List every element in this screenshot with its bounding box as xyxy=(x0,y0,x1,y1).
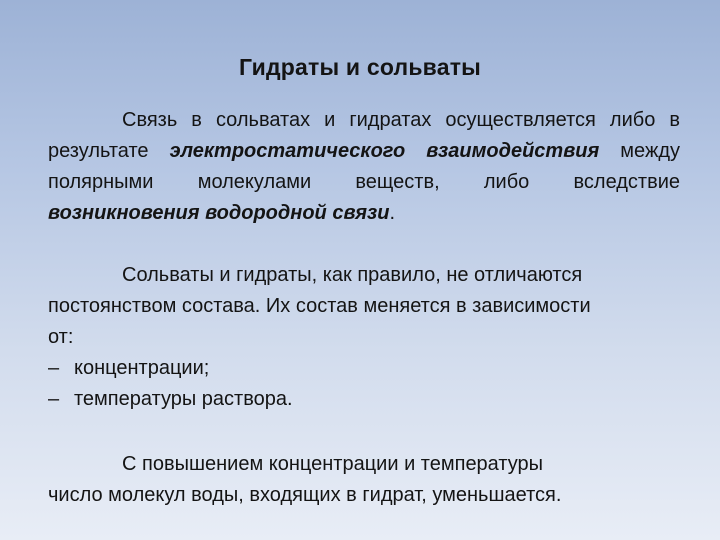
list-item-label: температуры раствора. xyxy=(74,388,293,410)
list-item xyxy=(48,353,680,384)
composition-line-1: Сольваты и гидраты, как правило, не отличаются xyxy=(122,264,583,286)
paragraph-bonding-text-2: между полярными молекулами веществ, либо вследствие xyxy=(48,140,680,193)
dash-bullet-icon: – xyxy=(48,357,60,379)
slide-title: Гидраты и сольваты xyxy=(238,54,482,80)
dash-bullet-icon: – xyxy=(48,388,60,410)
paragraph-bonding xyxy=(48,105,680,229)
conclusion-line-2: число молекул воды, входящих в гидрат, уменьшается. xyxy=(48,484,562,506)
emphasis-hydrogen-bond: возникновения водородной связи xyxy=(48,202,390,224)
paragraph-composition xyxy=(48,260,680,415)
paragraph-bonding-text-3: . xyxy=(389,202,396,224)
list-item-label: концентрации; xyxy=(74,357,210,379)
paragraph-bonding-text-1: Связь в сольватах и гидратах осуществляется либо в результате xyxy=(48,109,680,162)
paragraph-conclusion xyxy=(48,449,680,511)
conclusion-line-1: С повышением концентрации и температуры xyxy=(122,453,544,475)
composition-line-2: постоянством состава. Их состав меняется в зависимости xyxy=(48,295,591,317)
emphasis-electrostatic: электростатического взаимодействия xyxy=(169,140,600,162)
list-item xyxy=(48,384,680,415)
composition-line-3: от: xyxy=(48,326,74,348)
